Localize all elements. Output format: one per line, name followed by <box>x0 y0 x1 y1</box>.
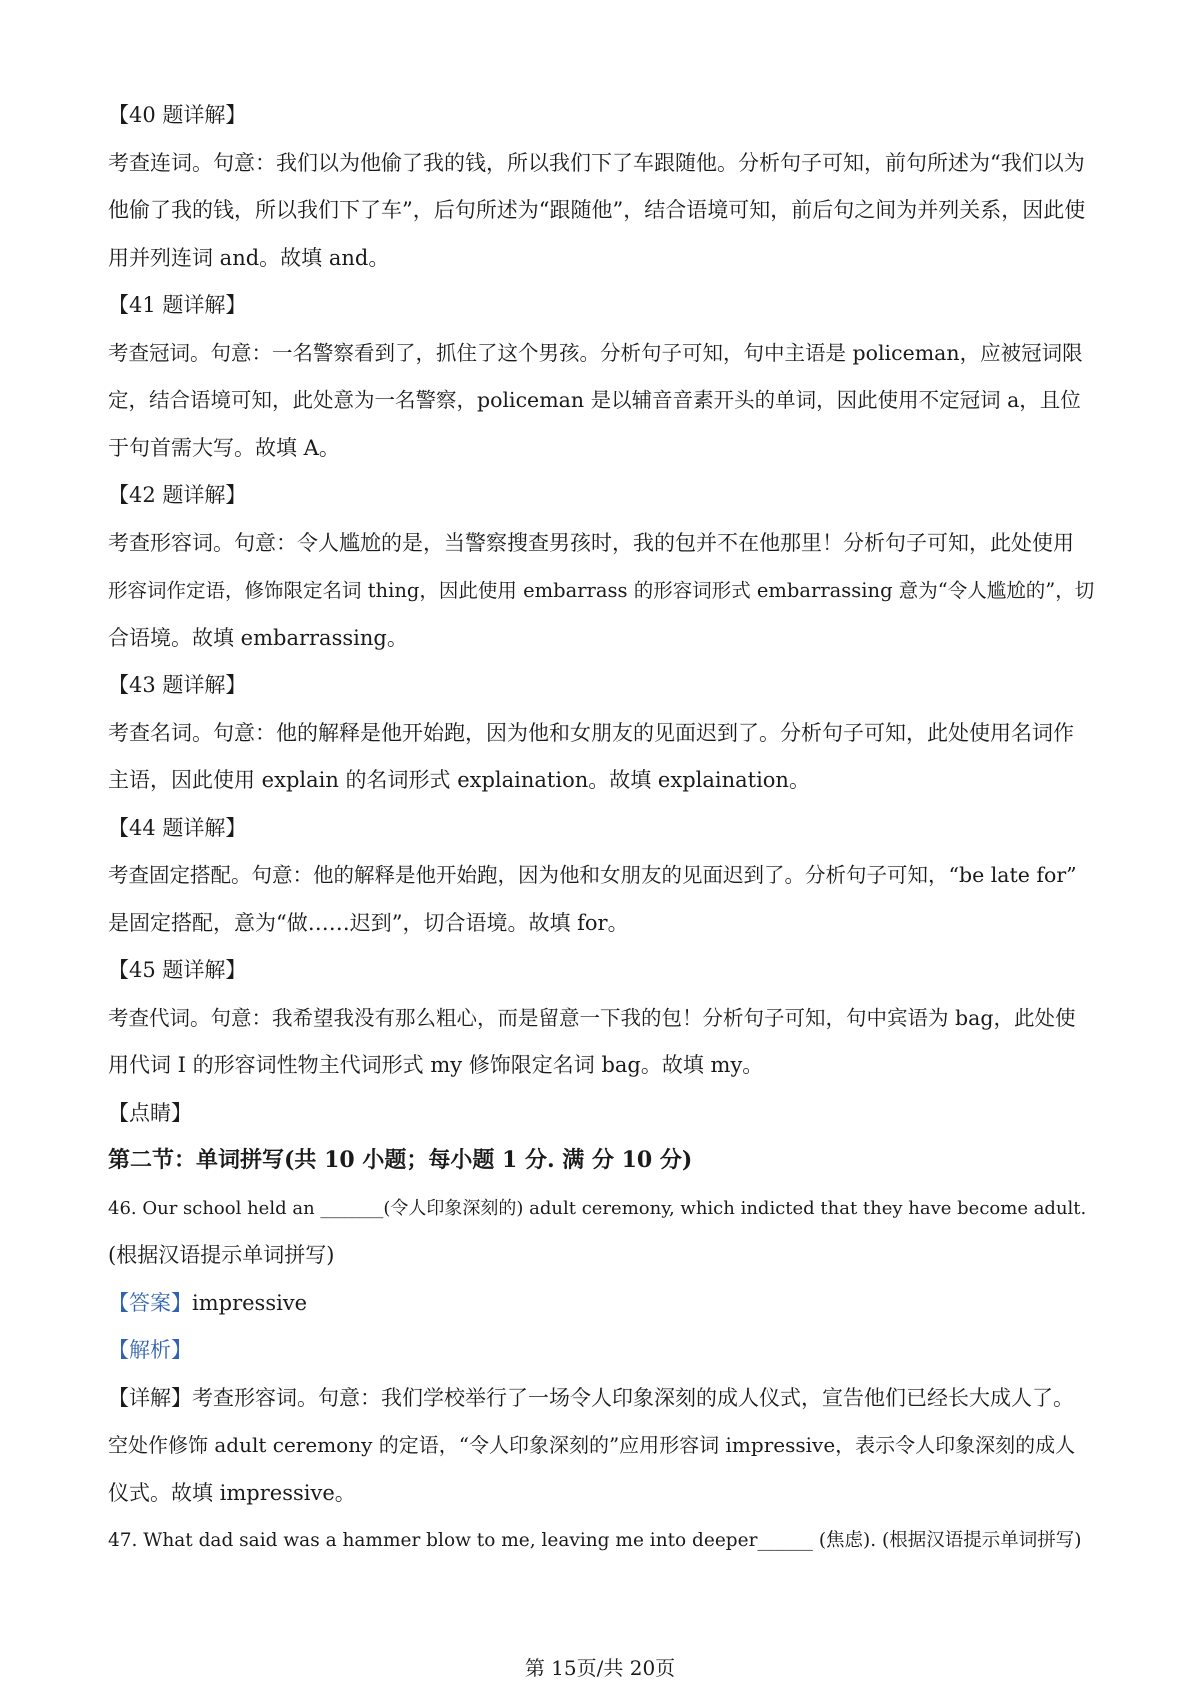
section-title: 第二节：单词拼写(共 10 小题；每小题 1 分. 满 分 10 分) <box>108 1147 693 1173</box>
text-line: 用代词 I 的形容词性物主代词形式 my 修饰限定名词 bag。故填 my。 <box>108 1053 764 1077</box>
question-detail-heading: 【44 题详解】 <box>108 815 247 840</box>
text-line: 定，结合语境可知，此处意为一名警察，policeman 是以辅音音素开头的单词，因此使用不定冠词 a，且位 <box>108 388 1081 412</box>
question-detail-heading: 【45 题详解】 <box>108 958 247 982</box>
question-detail-heading: 【41 题详解】 <box>108 293 247 317</box>
text-line: 形容词作定语，修饰限定名词 thing，因此使用 embarrass 的形容词形式 embarrassing 意为“令人尴尬的”，切 <box>108 579 1095 602</box>
text-line: 考查冠词。句意：一名警察看到了，抓住了这个男孩。分析句子可知，句中主语是 policeman，应被冠词限 <box>108 340 1083 365</box>
text-line: 用并列连词 and。故填 and。 <box>108 245 390 270</box>
question-detail-heading: 【40 题详解】 <box>108 103 247 127</box>
question-detail-heading: 【43 题详解】 <box>108 673 247 697</box>
analysis-label: 【解析】 <box>108 1338 192 1362</box>
answer-label: 【答案】 <box>108 1290 192 1315</box>
text-line: 他偷了我的钱，所以我们下了车”，后句所述为“跟随他”，结合语境可知，前后句之间为并列关系，因此使 <box>108 198 1086 222</box>
text-line: 是固定搭配，意为“做……迟到”，切合语境。故填 for。 <box>108 910 629 935</box>
text-line: 46. Our school held an _______(令人印象深刻的) adult ceremony, which indicted that they have become adult. <box>108 1197 1087 1219</box>
text-line: 考查代词。句意：我希望我没有那么粗心，而是留意一下我的包！分析句子可知，句中宾语为 bag，此处使 <box>108 1005 1076 1030</box>
text-line: 考查固定搭配。句意：他的解释是他开始跑，因为他和女朋友的见面迟到了。分析句子可知，“be late for” <box>108 863 1077 887</box>
text-line: (根据汉语提示单词拼写) <box>108 1243 335 1267</box>
text-line: 仪式。故填 impressive。 <box>108 1480 356 1505</box>
text-line: 【详解】考查形容词。句意：我们学校举行了一场令人印象深刻的成人仪式，宣告他们已经长大成人了。 <box>108 1385 1074 1410</box>
text-line: 空处作修饰 adult ceremony 的定语，“令人印象深刻的”应用形容词 impressive，表示令人印象深刻的成人 <box>108 1433 1076 1457</box>
text-line: 47. What dad said was a hammer blow to me, leaving me into deeper______ (焦虑). (根据汉语提示单词拼写) <box>108 1530 1082 1551</box>
text-line: 合语境。故填 embarrassing。 <box>108 625 408 650</box>
text-line: 主语，因此使用 explain 的名词形式 explaination。故填 explaination。 <box>108 768 810 792</box>
document-body <box>108 92 1098 1565</box>
text-line: 考查名词。句意：他的解释是他开始跑，因为他和女朋友的见面迟到了。分析句子可知，此处使用名词作 <box>108 720 1074 745</box>
text-line: 考查形容词。句意：令人尴尬的是，当警察搜查男孩时，我的包并不在他那里！分析句子可知，此处使用 <box>108 530 1074 555</box>
text-line: 考查连词。句意：我们以为他偷了我的钱，所以我们下了车跟随他。分析句子可知，前句所述为“我们以为 <box>108 150 1085 175</box>
text-line: 于句首需大写。故填 A。 <box>108 435 340 460</box>
answer-value: impressive <box>192 1290 308 1315</box>
question-detail-heading: 【点睛】 <box>108 1100 192 1125</box>
page-number-footer: 第 15页/共 20页 <box>524 1656 676 1680</box>
question-detail-heading: 【42 题详解】 <box>108 483 247 507</box>
answer-line <box>108 1280 1098 1328</box>
